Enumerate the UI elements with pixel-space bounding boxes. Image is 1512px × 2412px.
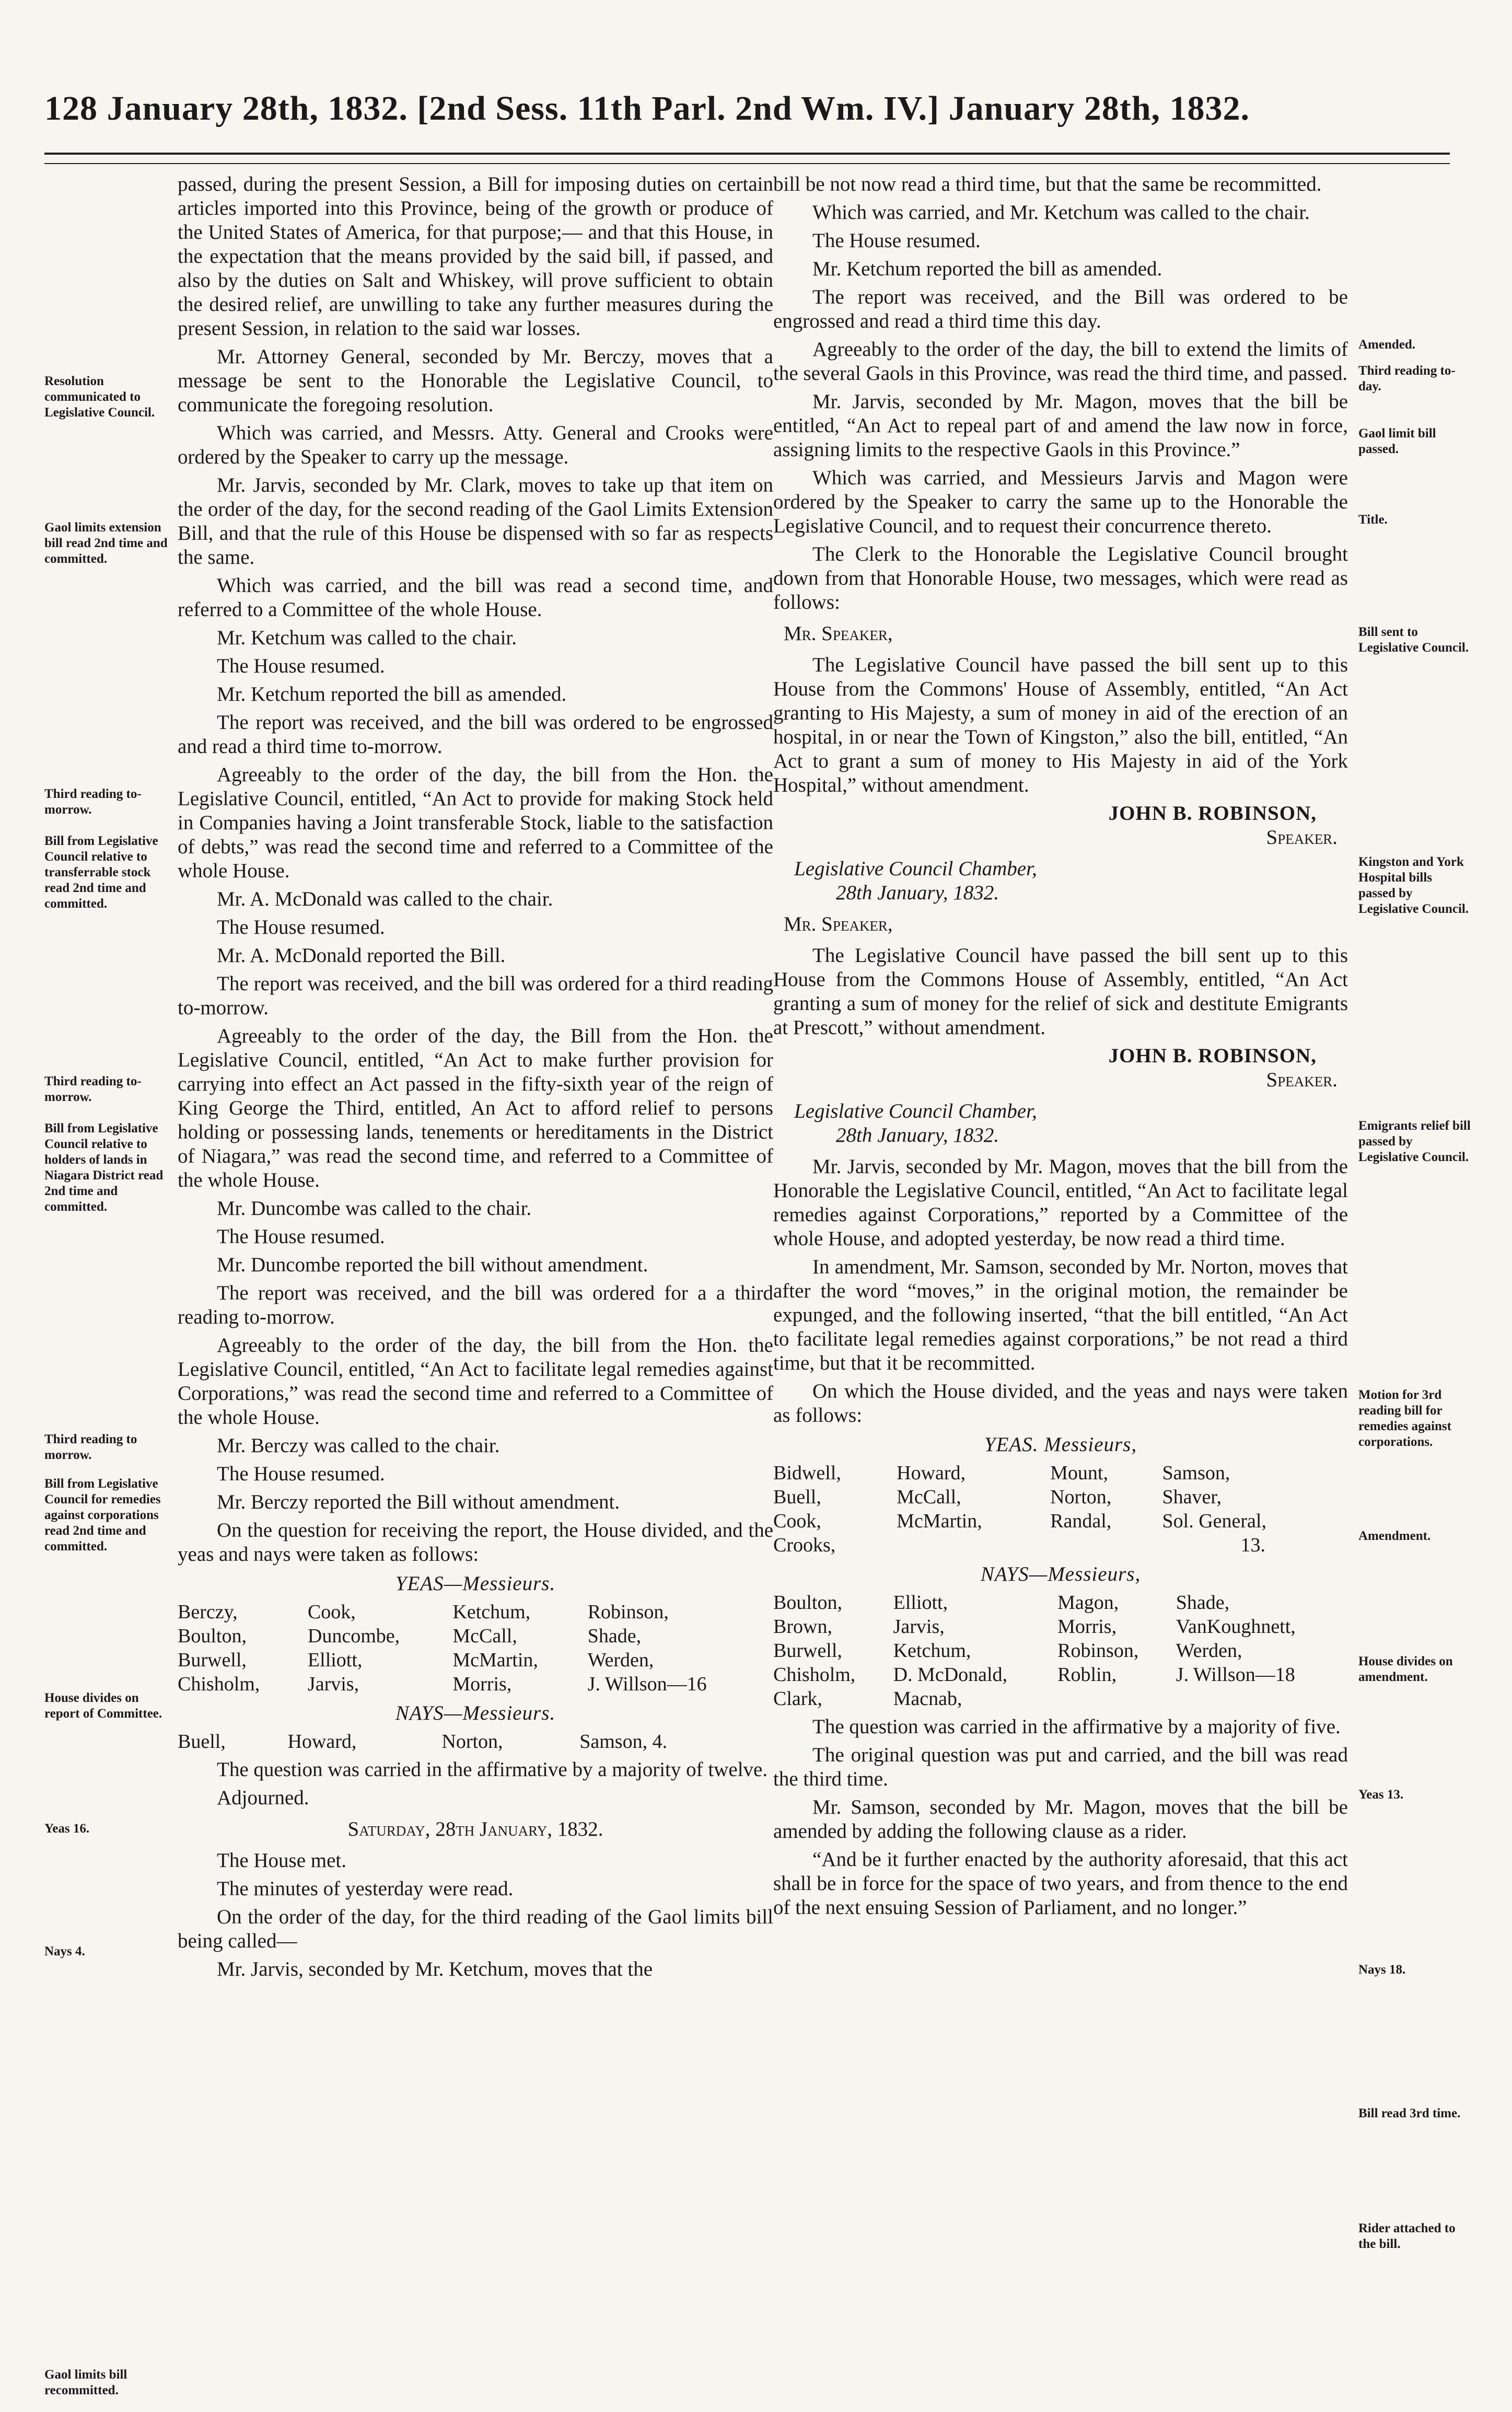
margin-note: Nays 4. <box>44 1944 85 1958</box>
paragraph: Which was carried, and Mr. Ketchum was called to the chair. <box>812 201 1310 224</box>
nays-heading: NAYS—Messieurs. <box>395 1702 556 1724</box>
table-row <box>773 1461 1348 1485</box>
name-cell: Sol. General, <box>1162 1510 1266 1532</box>
paragraph: Mr. Ketchum was called to the chair. <box>217 627 517 649</box>
paragraph: The report was received, and the Bill was ordered to be engrossed and read a third time this day. <box>773 286 1348 332</box>
name-cell: Chisholm, <box>773 1664 856 1686</box>
table-row <box>178 1624 773 1648</box>
paragraph: Agreeably to the order of the day, the Bill from the Hon. the Legislative Council, entitled, “An Act to make further provision for carrying into effect an Act passed in the fifty-sixth year of the reign of King George the Third, entitled, An Act to afford relief to persons holding or possessing lands, tenements or hereditaments in the District of Niagara,” was read the second time, and referred to a Committee of the whole House. <box>178 1025 773 1191</box>
margin-note: Motion for 3rd reading bill for remedies against corporations. <box>1358 1388 1451 1449</box>
table-row <box>773 1615 1348 1639</box>
name-cell: McCall, <box>897 1486 961 1508</box>
name-cell: Ketchum, <box>893 1640 971 1662</box>
name-cell: Roblin, <box>1057 1664 1117 1686</box>
name-cell: Shaver, <box>1162 1486 1222 1508</box>
chamber-line: Legislative Council Chamber, <box>794 857 1037 880</box>
margin-note: Bill from Legislative Council relative to holders of lands in Niagara District read 2nd time and committed. <box>44 1121 164 1214</box>
name-cell: Buell, <box>178 1731 226 1753</box>
paragraph: The House resumed. <box>217 1225 385 1248</box>
paragraph: Mr. Duncombe reported the bill without amendment. <box>217 1254 648 1276</box>
paragraph: Agreeably to the order of the day, the bill from the Hon. the Legislative Council, entitled, “An Act to facilitate legal remedies against Corporations,” was read the second time and referred to a Committee of the whole House. <box>178 1334 773 1429</box>
signature-title: Speaker. <box>1266 826 1337 849</box>
name-cell: Boulton, <box>178 1625 247 1647</box>
margin-note: Amended. <box>1358 338 1416 352</box>
paragraph: The report was received, and the bill was ordered to be engrossed and read a third time to-morrow. <box>178 711 773 758</box>
nays-table <box>773 1591 1348 1711</box>
table-row <box>773 1663 1348 1687</box>
margin-note: Third reading to morrow. <box>44 1432 137 1462</box>
day-heading: Saturday, 28th January, 1832. <box>347 1818 603 1840</box>
name-cell: Howard, <box>287 1731 357 1753</box>
margin-note: Amendment. <box>1358 1529 1431 1543</box>
name-cell: Shade, <box>587 1625 642 1647</box>
header-rule <box>44 153 1450 164</box>
signature: JOHN B. ROBINSON, <box>1108 1045 1317 1067</box>
paragraph: The question was carried in the affirmative by a majority of twelve. <box>217 1758 768 1781</box>
paragraph: The House resumed. <box>217 655 385 677</box>
name-cell <box>1176 1687 1348 1711</box>
salutation: Mr. Speaker, <box>784 913 893 935</box>
yeas-heading: YEAS. Messieurs, <box>984 1433 1137 1456</box>
name-cell: D. McDonald, <box>893 1664 1008 1686</box>
name-cell: Norton, <box>1050 1486 1112 1508</box>
yeas-table <box>178 1600 773 1696</box>
name-cell: Howard, <box>897 1462 966 1484</box>
name-cell: Shade, <box>1176 1592 1230 1614</box>
name-cell: Robinson, <box>1057 1640 1139 1662</box>
name-cell: Samson, <box>1162 1462 1230 1484</box>
name-cell: Morris, <box>1057 1616 1117 1638</box>
table-row <box>773 1687 1348 1711</box>
name-cell: Werden, <box>587 1649 654 1671</box>
paragraph: The Clerk to the Honorable the Legislative Council brought down from that Honorable House, two messages, which were read as follows: <box>773 543 1348 613</box>
margin-note: Bill from Legislative Council relative to transferrable stock read 2nd time and committed. <box>44 834 158 911</box>
name-cell: Morris, <box>452 1673 512 1695</box>
name-cell: Mount, <box>1050 1462 1108 1484</box>
name-cell: Brown, <box>773 1616 832 1638</box>
paragraph: Mr. Jarvis, seconded by Mr. Clark, moves to take up that item on the order of the day, for the second reading of the Gaol Limits Extension Bill, and that the rule of this House be dispensed with so far as respects the same. <box>178 474 773 569</box>
name-cell: Robinson, <box>587 1601 669 1623</box>
paragraph: Mr. A. McDonald was called to the chair. <box>217 888 553 910</box>
name-cell: 13. <box>1240 1534 1266 1556</box>
page-header: 128 January 28th, 1832. [2nd Sess. 11th Parl. 2nd Wm. IV.] January 28th, 1832. <box>44 89 1250 127</box>
paragraph: On which the House divided, and the yeas and nays were taken as follows: <box>773 1380 1348 1427</box>
paragraph: Mr. Duncombe was called to the chair. <box>217 1197 532 1220</box>
margin-note: Nays 18. <box>1358 1963 1406 1977</box>
paragraph: Mr. Attorney General, seconded by Mr. Berczy, moves that a message be sent to the Honorable the Legislative Council, to communicate the foregoing resolution. <box>178 345 773 416</box>
message-text: The Legislative Council have passed the bill sent up to this House from the Commons House of Assembly, entitled, “An Act granting a sum of money for the relief of sick and destitute Emigrants at Prescott,” without amendment. <box>773 944 1348 1039</box>
name-cell: Buell, <box>773 1486 821 1508</box>
name-cell: Samson, 4. <box>579 1731 668 1753</box>
margin-note: Bill sent to Legislative Council. <box>1358 625 1469 655</box>
table-row <box>773 1509 1348 1533</box>
table-row <box>178 1600 773 1624</box>
margin-note: Resolution communicated to Legislative Council. <box>44 374 155 420</box>
paragraph: Mr. Jarvis, seconded by Mr. Magon, moves that the bill be entitled, “An Act to repeal part of and amend the law now in force, assigning limits to the respective Gaols in this Province.” <box>773 390 1348 461</box>
table-row <box>178 1648 773 1672</box>
signature-title: Speaker. <box>1266 1069 1337 1091</box>
paragraph: The House resumed. <box>217 1463 385 1485</box>
name-cell <box>1057 1687 1176 1711</box>
margin-note: Bill from Legislative Council for remedies against corporations read 2nd time and committed. <box>44 1477 161 1553</box>
chamber-date: 28th January, 1832. <box>836 882 999 904</box>
margin-note: Third reading to-morrow. <box>44 787 142 817</box>
name-cell: J. Willson—16 <box>587 1673 707 1695</box>
name-cell: Magon, <box>1057 1592 1119 1614</box>
name-cell: McMartin, <box>897 1510 982 1532</box>
name-cell: Berczy, <box>178 1601 238 1623</box>
paragraph: Agreeably to the order of the day, the bill from the Hon. the Legislative Council, entitled, “An Act to provide for making Stock held in Companies having a Joint transferable Stock, liable to the satisfaction of debts,” was read the second time and referred to a Committee of the whole House. <box>178 763 773 882</box>
name-cell: Cook, <box>773 1510 821 1532</box>
margin-note: Yeas 16. <box>44 1822 90 1836</box>
margin-note: House divides on report of Committee. <box>44 1691 162 1721</box>
margin-note: Kingston and York Hospital bills passed by Legislative Council. <box>1358 855 1469 916</box>
paragraph: The House met. <box>217 1849 347 1872</box>
chamber-date: 28th January, 1832. <box>836 1124 999 1146</box>
margin-note: Gaol limits extension bill read 2nd time and committed. <box>44 520 168 566</box>
margin-note: Title. <box>1358 513 1388 527</box>
paragraph: Mr. A. McDonald reported the Bill. <box>217 944 506 967</box>
paragraph: Agreeably to the order of the day, the bill to extend the limits of the several Gaols in this Province, was read the third time, and passed. <box>773 338 1348 385</box>
name-cell <box>897 1533 1050 1557</box>
paragraph: The minutes of yesterday were read. <box>217 1877 514 1900</box>
table-row <box>773 1639 1348 1663</box>
paragraph: The original question was put and carried, and the bill was read the third time. <box>773 1744 1348 1790</box>
name-cell: McMartin, <box>452 1649 538 1671</box>
paragraph: Which was carried, and the bill was read a second time, and referred to a Committee of the whole House. <box>178 574 773 621</box>
paragraph: Mr. Jarvis, seconded by Mr. Ketchum, moves that the <box>217 1958 653 1980</box>
name-cell: Burwell, <box>773 1640 842 1662</box>
name-cell: McCall, <box>452 1625 517 1647</box>
yeas-table <box>773 1461 1348 1557</box>
name-cell: Boulton, <box>773 1592 842 1614</box>
name-cell: Randal, <box>1050 1510 1112 1532</box>
margin-note: Third reading to-day. <box>1358 364 1456 393</box>
margin-note: Gaol limit bill passed. <box>1358 426 1436 456</box>
right-column <box>773 172 1348 1924</box>
paragraph: In amendment, Mr. Samson, seconded by Mr. Norton, moves that after the word “moves,” in the original motion, the remainder be expunged, and the following inserted, “that the bill entitled, “An Act to facilitate legal remedies against corporations,” be not read a third time, but that it be recommitted. <box>773 1256 1348 1374</box>
margin-note: Third reading to-morrow. <box>44 1074 142 1104</box>
table-row <box>178 1730 773 1754</box>
paragraph: Mr. Samson, seconded by Mr. Magon, moves that the bill be amended by adding the following clause as a rider. <box>773 1796 1348 1842</box>
name-cell <box>1050 1533 1162 1557</box>
margin-note: House divides on amendment. <box>1358 1654 1453 1684</box>
paragraph: Adjourned. <box>217 1787 309 1809</box>
paragraph: The House resumed. <box>812 229 981 252</box>
paragraph: The report was received, and the bill was ordered for a a third reading to-morrow. <box>178 1282 773 1328</box>
margin-note: Emigrants relief bill passed by Legislative Council. <box>1358 1119 1471 1164</box>
paragraph: bill be not now read a third time, but that the same be recommitted. <box>773 173 1322 195</box>
name-cell: Elliott, <box>307 1649 363 1671</box>
paragraph: The report was received, and the bill was ordered for a third reading to-morrow. <box>178 972 773 1019</box>
margin-note: Gaol limits bill recommitted. <box>44 2368 127 2397</box>
paragraph: Mr. Berczy was called to the chair. <box>217 1434 500 1457</box>
name-cell: Crooks, <box>773 1534 836 1556</box>
paragraph: Which was carried, and Messrs. Atty. General and Crooks were ordered by the Speaker to carry up the message. <box>178 422 773 468</box>
paragraph: On the question for receiving the report, the House divided, and the yeas and nays were taken as follows: <box>178 1519 773 1566</box>
salutation: Mr. Speaker, <box>784 622 893 645</box>
paragraph: The question was carried in the affirmative by a majority of five. <box>812 1715 1341 1738</box>
name-cell: Jarvis, <box>893 1616 945 1638</box>
name-cell: Werden, <box>1176 1640 1242 1662</box>
margin-note: Rider attached to the bill. <box>1358 2221 1456 2251</box>
name-cell: Chisholm, <box>178 1673 260 1695</box>
margin-note: Bill read 3rd time. <box>1358 2106 1461 2120</box>
name-cell: Cook, <box>307 1601 356 1623</box>
name-cell: Burwell, <box>178 1649 247 1671</box>
yeas-heading: YEAS—Messieurs. <box>395 1572 556 1595</box>
name-cell: Elliott, <box>893 1592 948 1614</box>
name-cell: Duncombe, <box>307 1625 400 1647</box>
name-cell: Ketchum, <box>452 1601 531 1623</box>
nays-heading: NAYS—Messieurs, <box>980 1563 1141 1585</box>
paragraph: Mr. Berczy reported the Bill without amendment. <box>217 1491 620 1513</box>
chamber-line: Legislative Council Chamber, <box>794 1100 1037 1122</box>
message-text: The Legislative Council have passed the bill sent up to this House from the Commons' House of Assembly, entitled, “An Act granting to His Majesty, a sum of money in aid of the erection of an hospital, in or near the Town of Kingston,” also the bill, entitled, “An Act to grant a sum of money to His Majesty in aid of the York Hospital,” without amendment. <box>773 654 1348 796</box>
paragraph: Mr. Ketchum reported the bill as amended. <box>217 683 567 705</box>
table-row <box>773 1485 1348 1509</box>
name-cell: Clark, <box>773 1688 822 1710</box>
name-cell: Norton, <box>441 1731 503 1753</box>
paragraph: Mr. Jarvis, seconded by Mr. Magon, moves that the bill from the Honorable the Legislative Council, entitled, “An Act to facilitate legal remedies against Corporations,” reported by a Committee of the whole House, and adopted yesterday, be now read a third time. <box>773 1155 1348 1250</box>
name-cell: Macnab, <box>893 1688 962 1710</box>
paragraph: passed, during the present Session, a Bill for imposing duties on certain articles imported into this Province, being of the growth or produce of the United States of America, for that purpose;— and that this House, in the expectation that the means provided by the said bill, if passed, and also by the duties on Salt and Whiskey, will prove sufficient to obtain the desired relief, are unwilling to take any further measures during the present Session, in relation to the said war losses. <box>178 173 773 340</box>
paragraph: Mr. Ketchum reported the bill as amended. <box>812 258 1162 280</box>
paragraph: Which was carried, and Messieurs Jarvis and Magon were ordered by the Speaker to carry the same up to the Honorable the Legislative Council, and to request their concurrence thereto. <box>773 467 1348 537</box>
name-cell: J. Willson—18 <box>1176 1664 1295 1686</box>
nays-table <box>178 1730 773 1754</box>
name-cell: Jarvis, <box>307 1673 359 1695</box>
table-row <box>773 1533 1348 1557</box>
signature: JOHN B. ROBINSON, <box>1108 802 1317 825</box>
margin-note: Yeas 13. <box>1358 1788 1404 1802</box>
paragraph: The House resumed. <box>217 916 385 938</box>
table-row <box>773 1591 1348 1615</box>
paragraph: On the order of the day, for the third reading of the Gaol limits bill being called— <box>178 1906 773 1952</box>
paragraph: “And be it further enacted by the authority aforesaid, that this act shall be in force for the space of two years, and from thence to the end of the next ensuing Session of Parliament, and no longer.” <box>773 1848 1348 1919</box>
name-cell: VanKoughnett, <box>1176 1616 1296 1638</box>
table-row <box>178 1672 773 1696</box>
left-column <box>178 172 773 1986</box>
name-cell: Bidwell, <box>773 1462 841 1484</box>
